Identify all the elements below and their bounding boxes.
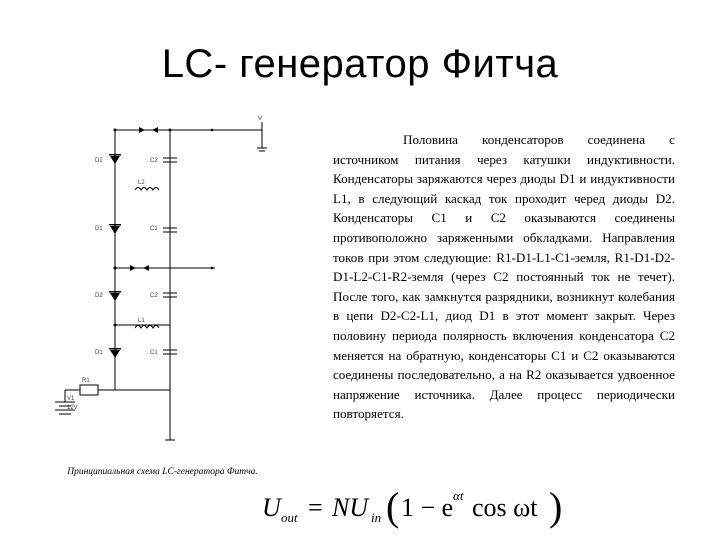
d1-mid-label: D1 bbox=[95, 226, 103, 232]
source-value-label: 12V bbox=[67, 405, 78, 411]
r1-label: R1 bbox=[82, 378, 90, 384]
schematic-caption: Принципиальная схема LC-генератора Фитча. bbox=[67, 467, 258, 477]
output-voltage-formula bbox=[262, 484, 562, 534]
formula-lhs: U bbox=[262, 493, 281, 522]
l1-label: L1 bbox=[138, 318, 145, 324]
lc-generator-schematic bbox=[40, 100, 280, 460]
formula-equals: = bbox=[308, 493, 323, 522]
c1-mid-label: C1 bbox=[150, 226, 158, 232]
source-label: V1 bbox=[67, 396, 75, 402]
slide-title: LC- генератор Фитча bbox=[161, 42, 559, 86]
terminal-label: V bbox=[258, 116, 263, 122]
d2-low-label: D2 bbox=[95, 293, 103, 299]
c2-top-label: C2 bbox=[150, 158, 158, 164]
c1-low-label: C1 bbox=[150, 350, 158, 356]
formula-paren-body: 1 − e bbox=[401, 493, 454, 522]
formula-exponent: αt bbox=[453, 488, 464, 503]
description-paragraph: Половина конденсаторов соединена с источником питания через катушки индуктивности. Конденсаторы заряжаются через диоды D1 и индуктивности L1, в следующий каскад ток проходит черед диоды D2. Конденсаторы C1 и C2 оказываются соединены противоположно заряженными обкладками. Направления токов при этом следующие: R1-D1-L1-C1-земля, R1-D1-D2-D1-L2-C1-R2-земля (через C2 постоянный ток не течет). После того, как замкнутся разрядники, возникнут колебания в цепи D2-C2-L1, диод D1 в этот момент закрыт. Через половину периода полярность включения конденсатора C2 меняется на обратную, конденсаторы C1 и C2 оказываются соединены последовательно, а на R2 оказывается удвоенное напряжение источника. Далее процесс периодически повторяется. bbox=[333, 132, 675, 422]
d1-low-label: D1 bbox=[95, 350, 103, 356]
formula-right-paren: ) bbox=[549, 484, 562, 529]
formula-left-paren: ( bbox=[386, 484, 400, 529]
formula-tail: cos ωt bbox=[472, 493, 538, 522]
d2-top-label: D2 bbox=[95, 158, 103, 164]
l2-label: L2 bbox=[138, 180, 145, 186]
c2-low-label: C2 bbox=[150, 293, 158, 299]
formula-coefficient-subscript: in bbox=[371, 510, 382, 525]
formula-lhs-subscript: out bbox=[281, 510, 298, 525]
description-text bbox=[333, 130, 675, 424]
formula-coefficient: NU bbox=[332, 493, 369, 522]
